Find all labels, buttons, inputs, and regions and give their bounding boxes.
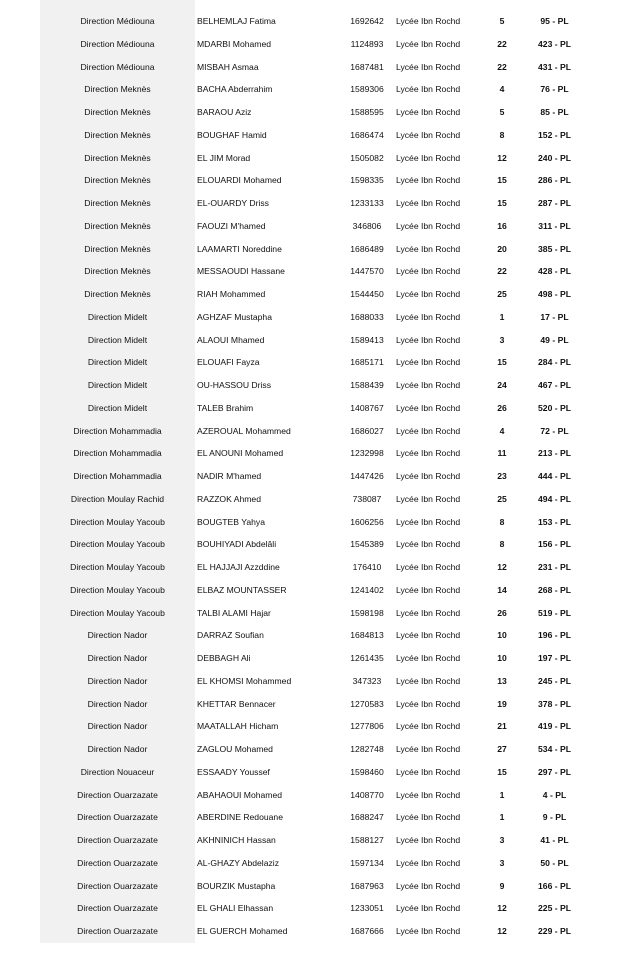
table-row <box>40 556 580 579</box>
direction-cell: Direction Ouarzazate <box>77 880 158 891</box>
rank-cell: 1 <box>499 812 505 823</box>
table-row <box>40 329 580 352</box>
candidate-name-cell: RIAH Mohammed <box>197 289 266 299</box>
direction-cell: Direction Nador <box>87 630 148 641</box>
candidate-code-cell: 1688247 <box>350 812 384 823</box>
school-cell: Lycée Ibn Rochd <box>396 84 461 95</box>
direction-cell: Direction Midelt <box>87 357 148 368</box>
rank-cell: 5 <box>499 16 505 26</box>
direction-cell: Direction Moulay Rachid <box>70 493 165 504</box>
candidate-name-cell: AKHNINICH Hassan <box>197 835 276 845</box>
school-cell: Lycée Ibn Rochd <box>396 152 461 163</box>
candidate-name-cell: BACHA Abderrahim <box>197 84 273 95</box>
table-row <box>40 397 580 420</box>
candidate-name-cell: EL KHOMSI Mohammed <box>197 675 292 686</box>
candidate-name-cell: ELOUARDI Mohamed <box>197 175 282 186</box>
result-cell: 50 - PL <box>540 857 569 868</box>
candidate-code-cell: 1588127 <box>350 835 384 845</box>
result-cell: 419 - PL <box>538 721 571 732</box>
rank-cell: 24 <box>497 380 507 390</box>
table-row <box>40 829 580 852</box>
candidate-code-cell: 1447570 <box>350 266 384 277</box>
direction-cell: Direction Meknès <box>84 266 151 277</box>
candidate-name-cell: KHETTAR Bennacer <box>197 698 276 709</box>
candidate-name-cell: ELBAZ MOUNTASSER <box>197 584 287 595</box>
table-row <box>40 147 580 170</box>
school-cell: Lycée Ibn Rochd <box>396 61 461 72</box>
direction-cell: Direction Meknès <box>84 175 151 186</box>
school-cell: Lycée Ibn Rochd <box>396 857 461 868</box>
candidate-code-cell: 738087 <box>352 493 382 504</box>
candidate-code-cell: 1606256 <box>350 516 384 527</box>
school-cell: Lycée Ibn Rochd <box>396 584 461 595</box>
rank-cell: 20 <box>497 243 507 254</box>
result-cell: 534 - PL <box>538 744 571 754</box>
candidate-code-cell: 1687963 <box>350 880 384 891</box>
table-row <box>40 693 580 716</box>
table-row <box>40 56 580 79</box>
candidate-name-cell: AL-GHAZY Abdelaziz <box>197 857 279 868</box>
table-row <box>40 78 580 101</box>
result-cell: 378 - PL <box>538 698 571 709</box>
candidate-code-cell: 1588595 <box>350 107 384 117</box>
direction-cell: Direction Meknès <box>84 220 151 231</box>
candidate-code-cell: 1277806 <box>350 721 384 732</box>
table-row <box>40 442 580 465</box>
result-cell: 431 - PL <box>538 61 571 72</box>
rank-cell: 4 <box>499 425 505 436</box>
rank-cell: 8 <box>499 516 505 527</box>
result-cell: 268 - PL <box>538 584 571 595</box>
candidate-code-cell: 347323 <box>352 675 382 686</box>
table-row <box>40 420 580 443</box>
school-cell: Lycée Ibn Rochd <box>396 129 461 140</box>
candidate-code-cell: 1598198 <box>350 607 384 618</box>
candidate-name-cell: RAZZOK Ahmed <box>197 493 261 504</box>
candidate-code-cell: 1233051 <box>350 903 384 914</box>
result-cell: 428 - PL <box>538 266 571 277</box>
candidate-name-cell: MAATALLAH Hicham <box>197 721 279 732</box>
direction-cell: Direction Ouarzazate <box>77 903 158 914</box>
school-cell: Lycée Ibn Rochd <box>396 243 461 254</box>
direction-cell: Direction Moulay Yacoub <box>70 607 165 618</box>
result-cell: 231 - PL <box>538 562 571 572</box>
candidate-code-cell: 1282748 <box>350 744 384 754</box>
candidate-code-cell: 1544450 <box>350 289 384 299</box>
rank-cell: 3 <box>499 334 505 345</box>
candidate-code-cell: 1692642 <box>350 16 384 26</box>
candidate-code-cell: 1686489 <box>350 243 384 254</box>
rank-cell: 26 <box>497 402 507 413</box>
rank-cell: 1 <box>499 311 505 322</box>
candidate-code-cell: 1505082 <box>350 152 384 163</box>
school-cell: Lycée Ibn Rochd <box>396 630 461 641</box>
school-cell: Lycée Ibn Rochd <box>396 812 461 823</box>
rank-cell: 15 <box>497 198 507 208</box>
table-row <box>40 511 580 534</box>
direction-cell: Direction Ouarzazate <box>77 789 158 800</box>
candidate-code-cell: 1686027 <box>350 425 384 436</box>
rank-cell: 8 <box>499 539 505 550</box>
table-row <box>40 33 580 56</box>
rank-cell: 22 <box>497 38 507 49</box>
direction-cell: Direction Moulay Yacoub <box>70 562 165 572</box>
candidate-name-cell: AGHZAF Mustapha <box>197 311 272 322</box>
result-cell: 76 - PL <box>540 84 569 95</box>
result-cell: 213 - PL <box>538 448 571 459</box>
table-row <box>40 670 580 693</box>
rank-cell: 5 <box>499 107 505 117</box>
result-cell: 4 - PL <box>542 789 567 800</box>
result-cell: 240 - PL <box>538 152 571 163</box>
candidate-code-cell: 1589306 <box>350 84 384 95</box>
rank-cell: 19 <box>497 698 507 709</box>
candidate-code-cell: 1589413 <box>350 334 384 345</box>
direction-cell: Direction Meknès <box>84 243 151 254</box>
candidate-code-cell: 1408770 <box>350 789 384 800</box>
result-cell: 287 - PL <box>538 198 571 208</box>
candidate-code-cell: 1545389 <box>350 539 384 550</box>
school-cell: Lycée Ibn Rochd <box>396 380 461 390</box>
school-cell: Lycée Ibn Rochd <box>396 903 461 914</box>
candidate-code-cell: 1241402 <box>350 584 384 595</box>
school-cell: Lycée Ibn Rochd <box>396 721 461 732</box>
result-cell: 498 - PL <box>538 289 571 299</box>
candidate-name-cell: ELOUAFI Fayza <box>197 357 260 368</box>
candidate-name-cell: OU-HASSOU Driss <box>197 380 272 390</box>
school-cell: Lycée Ibn Rochd <box>396 789 461 800</box>
rank-cell: 10 <box>497 630 507 641</box>
table-row <box>40 624 580 647</box>
table-row <box>40 306 580 329</box>
candidate-name-cell: NADIR M'hamed <box>197 471 262 481</box>
candidate-code-cell: 1598460 <box>350 766 384 777</box>
school-cell: Lycée Ibn Rochd <box>396 835 461 845</box>
direction-cell: Direction Nador <box>87 721 148 732</box>
rank-cell: 4 <box>499 84 505 95</box>
candidate-name-cell: EL-OUARDY Driss <box>197 198 269 208</box>
candidate-code-cell: 1408767 <box>350 402 384 413</box>
rank-cell: 25 <box>497 493 507 504</box>
rank-cell: 9 <box>499 880 505 891</box>
result-cell: 494 - PL <box>538 493 571 504</box>
result-cell: 311 - PL <box>538 220 571 231</box>
direction-cell: Direction Ouarzazate <box>77 835 158 845</box>
direction-cell: Direction Nador <box>87 675 148 686</box>
direction-cell: Direction Meknès <box>84 84 151 95</box>
candidate-name-cell: ABERDINE Redouane <box>197 812 283 823</box>
rank-cell: 22 <box>497 61 507 72</box>
school-cell: Lycée Ibn Rochd <box>396 607 461 618</box>
table-row <box>40 465 580 488</box>
rank-cell: 14 <box>497 584 507 595</box>
table-row <box>40 169 580 192</box>
direction-cell: Direction Nador <box>87 653 148 663</box>
candidate-code-cell: 176410 <box>352 562 382 572</box>
direction-cell: Direction Nador <box>87 698 148 709</box>
direction-cell: Direction Midelt <box>87 402 148 413</box>
candidate-name-cell: AZEROUAL Mohammed <box>197 425 291 436</box>
school-cell: Lycée Ibn Rochd <box>396 289 461 299</box>
table-row <box>40 124 580 147</box>
rank-cell: 16 <box>497 220 507 231</box>
candidate-table <box>40 10 580 943</box>
direction-cell: Direction Médiouna <box>80 38 155 49</box>
candidate-code-cell: 1270583 <box>350 698 384 709</box>
table-row <box>40 351 580 374</box>
result-cell: 85 - PL <box>540 107 569 117</box>
school-cell: Lycée Ibn Rochd <box>396 471 461 481</box>
result-cell: 9 - PL <box>542 812 567 823</box>
direction-cell: Direction Moulay Yacoub <box>70 584 165 595</box>
direction-cell: Direction Midelt <box>87 380 148 390</box>
candidate-code-cell: 1597134 <box>350 857 384 868</box>
table-row <box>40 715 580 738</box>
candidate-name-cell: ESSAADY Youssef <box>197 766 270 777</box>
direction-cell: Direction Moulay Yacoub <box>70 539 165 550</box>
rank-cell: 15 <box>497 175 507 186</box>
result-cell: 284 - PL <box>538 357 571 368</box>
school-cell: Lycée Ibn Rochd <box>396 926 461 936</box>
result-cell: 423 - PL <box>538 38 571 49</box>
direction-cell: Direction Meknès <box>84 129 151 140</box>
result-cell: 17 - PL <box>540 311 569 322</box>
direction-cell: Direction Midelt <box>87 334 148 345</box>
result-cell: 72 - PL <box>540 425 569 436</box>
rank-cell: 21 <box>497 721 507 732</box>
candidate-code-cell: 1686474 <box>350 129 384 140</box>
rank-cell: 12 <box>497 562 507 572</box>
school-cell: Lycée Ibn Rochd <box>396 311 461 322</box>
candidate-name-cell: TALEB Brahim <box>197 402 254 413</box>
result-cell: 229 - PL <box>538 926 571 936</box>
school-cell: Lycée Ibn Rochd <box>396 766 461 777</box>
rank-cell: 15 <box>497 766 507 777</box>
candidate-name-cell: BOURZIK Mustapha <box>197 880 276 891</box>
result-cell: 49 - PL <box>540 334 569 345</box>
result-cell: 41 - PL <box>540 835 569 845</box>
school-cell: Lycée Ibn Rochd <box>396 198 461 208</box>
direction-cell: Direction Meknès <box>84 198 151 208</box>
result-cell: 245 - PL <box>538 675 571 686</box>
candidate-name-cell: ABAHAOUI Mohamed <box>197 789 283 800</box>
direction-cell: Direction Nouaceur <box>80 766 155 777</box>
candidate-code-cell: 1447426 <box>350 471 384 481</box>
rank-cell: 12 <box>497 903 507 914</box>
table-row <box>40 533 580 556</box>
school-cell: Lycée Ibn Rochd <box>396 334 461 345</box>
direction-cell: Direction Midelt <box>87 311 148 322</box>
candidate-code-cell: 1685171 <box>350 357 384 368</box>
school-cell: Lycée Ibn Rochd <box>396 220 461 231</box>
candidate-code-cell: 1687481 <box>350 61 384 72</box>
candidate-code-cell: 1684813 <box>350 630 384 641</box>
rank-cell: 1 <box>499 789 505 800</box>
candidate-name-cell: MESSAOUDI Hassane <box>197 266 285 277</box>
result-cell: 520 - PL <box>538 402 571 413</box>
rank-cell: 13 <box>497 675 507 686</box>
table-row <box>40 920 580 943</box>
candidate-name-cell: ALAOUI Mhamed <box>197 334 265 345</box>
table-row <box>40 897 580 920</box>
result-cell: 166 - PL <box>538 880 571 891</box>
rank-cell: 26 <box>497 607 507 618</box>
result-cell: 444 - PL <box>538 471 571 481</box>
candidate-code-cell: 1124893 <box>350 38 384 49</box>
candidate-code-cell: 1687666 <box>350 926 384 936</box>
result-cell: 467 - PL <box>538 380 571 390</box>
candidate-name-cell: LAAMARTI Noreddine <box>197 243 282 254</box>
result-cell: 297 - PL <box>538 766 571 777</box>
direction-cell: Direction Ouarzazate <box>77 926 158 936</box>
candidate-code-cell: 1688033 <box>350 311 384 322</box>
table-row <box>40 488 580 511</box>
candidate-name-cell: BOUGTEB Yahya <box>197 516 265 527</box>
direction-cell: Direction Mohammadia <box>73 471 162 481</box>
table-row <box>40 761 580 784</box>
result-cell: 385 - PL <box>538 243 571 254</box>
table-row <box>40 579 580 602</box>
direction-cell: Direction Ouarzazate <box>77 857 158 868</box>
rank-cell: 27 <box>497 744 507 754</box>
candidate-code-cell: 1261435 <box>350 653 384 663</box>
candidate-name-cell: DARRAZ Soufian <box>197 630 264 641</box>
candidate-name-cell: DEBBAGH Ali <box>197 653 251 663</box>
rank-cell: 3 <box>499 857 505 868</box>
school-cell: Lycée Ibn Rochd <box>396 425 461 436</box>
result-cell: 225 - PL <box>538 903 571 914</box>
result-cell: 197 - PL <box>538 653 571 663</box>
school-cell: Lycée Ibn Rochd <box>396 539 461 550</box>
rank-cell: 8 <box>499 129 505 140</box>
rank-cell: 15 <box>497 357 507 368</box>
candidate-name-cell: MDARBI Mohamed <box>197 38 272 49</box>
school-cell: Lycée Ibn Rochd <box>396 880 461 891</box>
school-cell: Lycée Ibn Rochd <box>396 675 461 686</box>
table-row <box>40 238 580 261</box>
school-cell: Lycée Ibn Rochd <box>396 175 461 186</box>
candidate-code-cell: 1233133 <box>350 198 384 208</box>
candidate-name-cell: BELHEMLAJ Fatima <box>197 16 276 26</box>
rank-cell: 22 <box>497 266 507 277</box>
table-row <box>40 374 580 397</box>
table-row <box>40 784 580 807</box>
school-cell: Lycée Ibn Rochd <box>396 16 461 26</box>
school-cell: Lycée Ibn Rochd <box>396 516 461 527</box>
direction-cell: Direction Médiouna <box>80 16 155 26</box>
rank-cell: 25 <box>497 289 507 299</box>
candidate-name-cell: BOUHIYADI Abdelâli <box>197 539 277 550</box>
school-cell: Lycée Ibn Rochd <box>396 38 461 49</box>
table-row <box>40 647 580 670</box>
result-cell: 156 - PL <box>538 539 571 550</box>
table-row <box>40 852 580 875</box>
direction-cell: Direction Nador <box>87 744 148 754</box>
rank-cell: 11 <box>497 448 507 459</box>
direction-cell: Direction Mohammadia <box>73 448 162 459</box>
candidate-name-cell: EL HAJJAJI Azzddine <box>197 562 280 572</box>
school-cell: Lycée Ibn Rochd <box>396 448 461 459</box>
school-cell: Lycée Ibn Rochd <box>396 562 461 572</box>
school-cell: Lycée Ibn Rochd <box>396 357 461 368</box>
rank-cell: 3 <box>499 835 505 845</box>
result-cell: 152 - PL <box>538 129 571 140</box>
candidate-name-cell: EL ANOUNI Mohamed <box>197 448 284 459</box>
school-cell: Lycée Ibn Rochd <box>396 266 461 277</box>
direction-cell: Direction Mohammadia <box>73 425 162 436</box>
result-cell: 95 - PL <box>540 16 569 26</box>
table-row <box>40 101 580 124</box>
candidate-name-cell: ZAGLOU Mohamed <box>197 744 273 754</box>
result-cell: 153 - PL <box>538 516 571 527</box>
direction-cell: Direction Ouarzazate <box>77 812 158 823</box>
table-row <box>40 215 580 238</box>
table-row <box>40 260 580 283</box>
candidate-name-cell: EL JIM Morad <box>197 152 251 163</box>
candidate-name-cell: FAOUZI M'hamed <box>197 220 266 231</box>
school-cell: Lycée Ibn Rochd <box>396 107 461 117</box>
result-cell: 196 - PL <box>538 630 571 641</box>
candidate-name-cell: MISBAH Asmaa <box>197 61 259 72</box>
table-row <box>40 738 580 761</box>
result-cell: 519 - PL <box>538 607 571 618</box>
direction-cell: Direction Meknès <box>84 152 151 163</box>
direction-cell: Direction Meknès <box>84 289 151 299</box>
rank-cell: 23 <box>497 471 507 481</box>
result-cell: 286 - PL <box>538 175 571 186</box>
table-row <box>40 192 580 215</box>
direction-cell: Direction Moulay Yacoub <box>70 516 165 527</box>
school-cell: Lycée Ibn Rochd <box>396 493 461 504</box>
table-row <box>40 806 580 829</box>
table-row <box>40 283 580 306</box>
table-row <box>40 602 580 625</box>
candidate-name-cell: EL GHALI Elhassan <box>197 903 274 914</box>
candidate-name-cell: BOUGHAF Hamid <box>197 129 267 140</box>
rank-cell: 12 <box>497 152 507 163</box>
school-cell: Lycée Ibn Rochd <box>396 698 461 709</box>
table-row <box>40 875 580 898</box>
candidate-code-cell: 1588439 <box>350 380 384 390</box>
direction-cell: Direction Médiouna <box>80 61 155 72</box>
candidate-name-cell: BARAOU Aziz <box>197 107 252 117</box>
school-cell: Lycée Ibn Rochd <box>396 402 461 413</box>
direction-cell: Direction Meknès <box>84 107 151 117</box>
school-cell: Lycée Ibn Rochd <box>396 653 461 663</box>
candidate-code-cell: 346806 <box>352 220 382 231</box>
rank-cell: 12 <box>497 926 507 936</box>
candidate-code-cell: 1232998 <box>350 448 384 459</box>
candidate-name-cell: EL GUERCH Mohamed <box>197 926 288 936</box>
candidate-code-cell: 1598335 <box>350 175 384 186</box>
school-cell: Lycée Ibn Rochd <box>396 744 461 754</box>
table-row <box>40 10 580 33</box>
rank-cell: 10 <box>497 653 507 663</box>
candidate-name-cell: TALBI ALAMI Hajar <box>197 607 271 618</box>
